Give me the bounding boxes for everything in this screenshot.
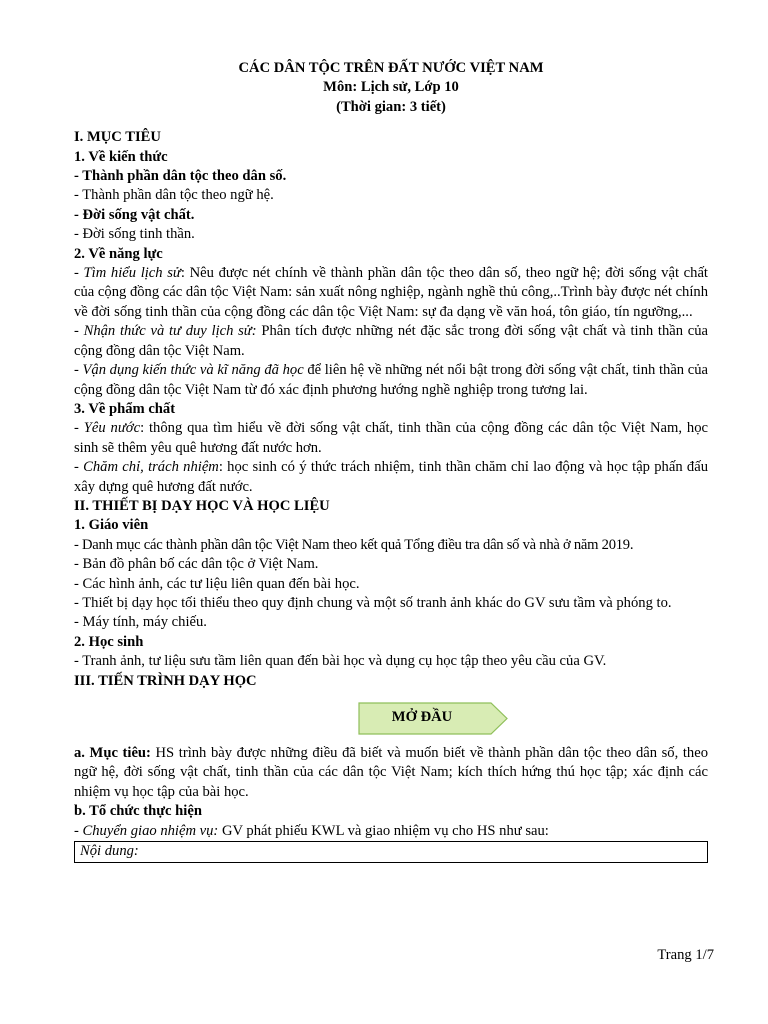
knowledge-item: - Đời sống tinh thần.	[74, 226, 195, 243]
section-heading-equipment: II. THIẾT BỊ DẠY HỌC VÀ HỌC LIỆU	[74, 497, 330, 514]
teacher-item: - Bản đồ phân bố các dân tộc ở Việt Nam.	[74, 556, 319, 573]
opening-banner	[358, 702, 508, 735]
objective-label: a. Mục tiêu:	[74, 745, 151, 761]
task-text: GV phát phiếu KWL và giao nhiệm vụ cho HS như sau:	[218, 822, 549, 839]
knowledge-item: - Đời sống vật chất.	[74, 206, 195, 223]
content-box	[74, 841, 708, 863]
knowledge-item: - Thành phần dân tộc theo dân số.	[74, 168, 287, 185]
document-title: CÁC DÂN TỘC TRÊN ĐẤT NƯỚC VIỆT NAM	[238, 60, 544, 76]
teacher-item: - Thiết bị dạy học tối thiểu theo quy định chung và một số tranh ảnh khác do GV sưu tầm và phóng to.	[74, 594, 672, 611]
quality-item: - Chăm chỉ, trách nhiệm: học sinh có ý thức trách nhiệm, tinh thần chăm chỉ lao động và học tập phấn đấu xây dựng quê hương đất nước.	[74, 459, 708, 495]
quality-label: Yêu nước	[83, 420, 141, 437]
content-box-label: Nội dung:	[80, 843, 139, 860]
quality-item: - Yêu nước: thông qua tìm hiểu về đời sống vật chất, tinh thần của cộng đồng các dân tộc Việt Nam, học sinh sẽ thêm yêu quê hương đất nước hơn.	[74, 420, 708, 456]
teacher-item: - Danh mục các thành phần dân tộc Việt Nam theo kết quả Tổng điều tra dân số và nhà ở năm 2019.	[74, 536, 634, 553]
knowledge-item: - Thành phần dân tộc theo ngữ hệ.	[74, 187, 274, 204]
document-page	[74, 57, 708, 863]
quality-text: : học sinh có ý thức trách nhiệm, tinh thần chăm chỉ lao động và học tập phấn đấu xây dựng quê hương đất nước.	[74, 459, 708, 495]
competence-item: - Nhận thức và tư duy lịch sử: Phân tích được những nét đặc sắc trong đời sống vật chất và tinh thần của cộng đồng dân tộc Việt Nam.	[74, 323, 709, 359]
quality-label: Chăm chỉ, trách nhiệm	[83, 459, 219, 476]
subheading-competence: 2. Về năng lực	[74, 245, 163, 262]
competence-label: Nhận thức và tư duy lịch sử:	[83, 323, 257, 340]
competence-label: Vận dụng kiến thức và kĩ năng đã học	[82, 362, 304, 379]
subheading-student: 2. Học sinh	[74, 633, 144, 650]
subheading-qualities: 3. Về phẩm chất	[74, 400, 176, 417]
duration-line: (Thời gian: 3 tiết)	[336, 98, 446, 115]
teacher-item: - Máy tính, máy chiếu.	[74, 614, 207, 631]
quality-text: : thông qua tìm hiểu về đời sống vật chất, tinh thần của cộng đồng các dân tộc Việt Nam, học sinh sẽ thêm yêu quê hương đất nước hơn.	[74, 420, 708, 456]
subject-line: Môn: Lịch sử, Lớp 10	[323, 79, 459, 96]
banner-row	[74, 694, 708, 738]
objective-text: HS trình bày được những điều đã biết và muốn biết về thành phần dân tộc theo dân số, theo ngữ hệ, đời sống vật chất, tinh thần của các dân tộc Việt Nam; kích thích hứng thú học tập; xác định các nhiệm vụ học tập của bài học.	[74, 745, 708, 800]
page-number: Trang 1/7	[657, 947, 714, 963]
competence-text: để liên hệ về những nét nổi bật trong đời sống vật chất, tinh thần của cộng đồng dân tộc Việt Nam từ đó xác định phương hướng nghề nghiệp trong tương lai.	[74, 362, 708, 398]
student-item: - Tranh ảnh, tư liệu sưu tầm liên quan đến bài học và dụng cụ học tập theo yêu cầu của GV.	[74, 653, 607, 670]
subheading-teacher: 1. Giáo viên	[74, 517, 149, 534]
subheading-knowledge: 1. Về kiến thức	[74, 148, 168, 165]
task-label: Chuyển giao nhiệm vụ:	[82, 822, 219, 839]
objective-paragraph	[74, 744, 708, 802]
competence-item: - Tìm hiểu lịch sử: Nêu được nét chính về thành phần dân tộc theo dân số, theo ngữ hệ; đời sống vật chất của cộng đồng các dân tộc Việt Nam: sản xuất nông nghiệp, ngành nghề thủ công,..Trình bày được nét chính về đời sống tinh thần của cộng đồng các dân tộc Việt Nam: sự đa dạng về văn hoá, tôn giáo, tín ngưỡng,...	[74, 265, 708, 320]
task-line: - Chuyển giao nhiệm vụ: GV phát phiếu KWL và giao nhiệm vụ cho HS như sau:	[74, 822, 549, 839]
teacher-item: - Các hình ảnh, các tư liệu liên quan đến bài học.	[74, 575, 360, 592]
competence-label: Tìm hiểu lịch sử	[83, 265, 181, 282]
section-heading-process: III. TIẾN TRÌNH DẠY HỌC	[74, 672, 257, 689]
banner-label: MỞ ĐẦU	[391, 709, 453, 725]
subheading-organize: b. Tổ chức thực hiện	[74, 803, 202, 820]
competence-text: Phân tích được những nét đặc sắc trong đời sống vật chất và tinh thần của cộng đồng dân tộc Việt Nam.	[74, 323, 709, 359]
competence-text: : Nêu được nét chính về thành phần dân tộc theo dân số, theo ngữ hệ; đời sống vật chất của cộng đồng các dân tộc Việt Nam: sản xuất nông nghiệp, ngành nghề thủ công,..Trình bày được nét chính về đời sống tinh thần của cộng đồng các dân tộc Việt Nam: sự đa dạng về văn hoá, tôn giáo, tín ngưỡng,...	[74, 265, 708, 320]
competence-item: - Vận dụng kiến thức và kĩ năng đã học để liên hệ về những nét nổi bật trong đời sống vật chất, tinh thần của cộng đồng dân tộc Việt Nam từ đó xác định phương hướng nghề nghiệp trong tương lai.	[74, 362, 708, 398]
section-heading-objectives: I. MỤC TIÊU	[74, 129, 161, 146]
title-block	[74, 59, 708, 117]
